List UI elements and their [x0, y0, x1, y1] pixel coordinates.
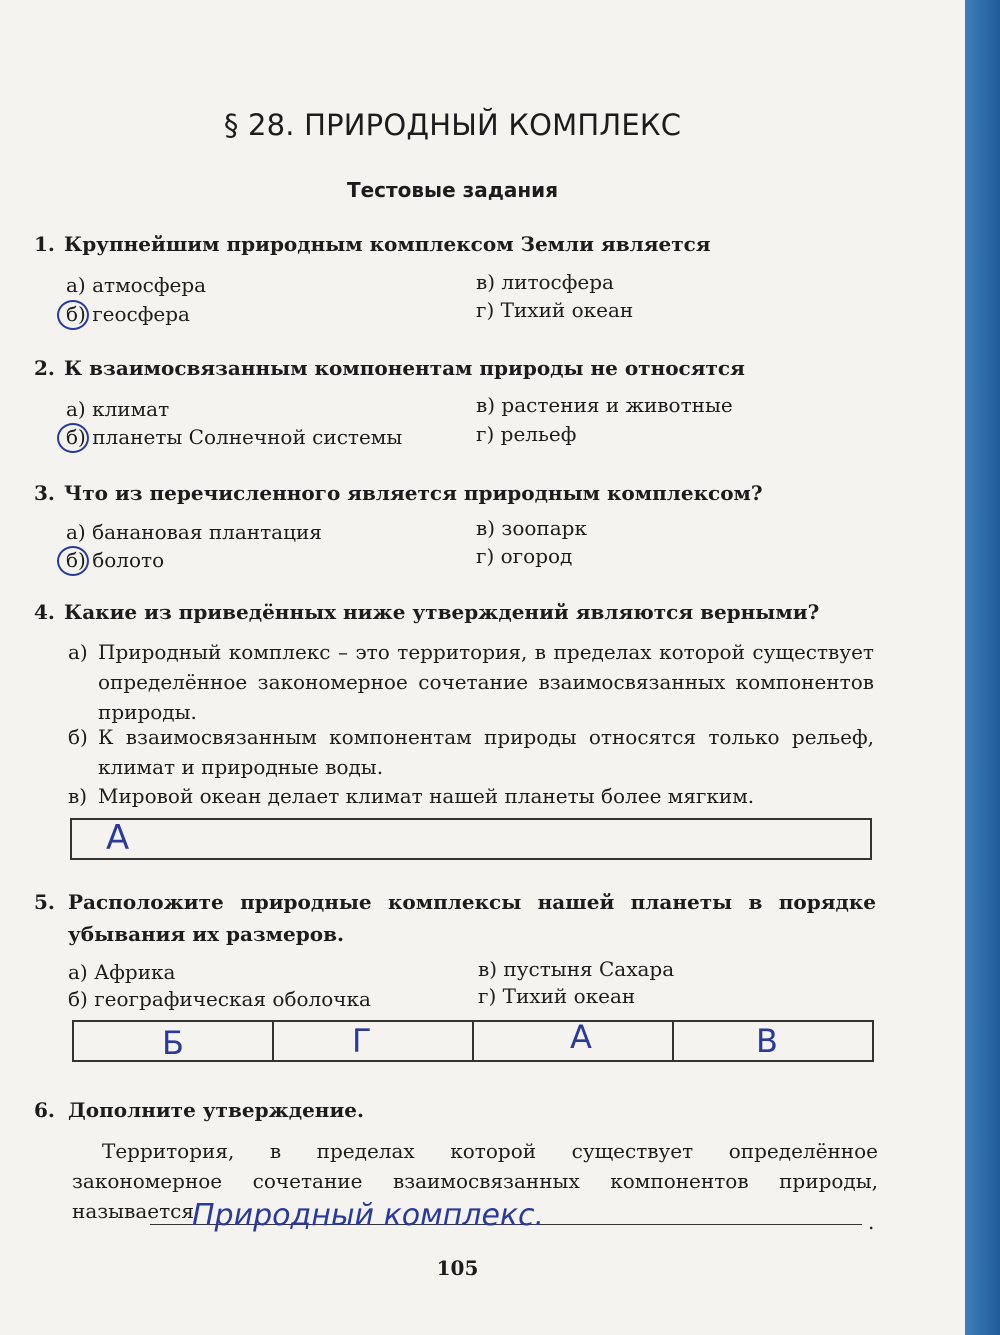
page-title: § 28. ПРИРОДНЫЙ КОМПЛЕКС [223, 108, 682, 142]
q5-answer-cell[interactable] [274, 1022, 474, 1060]
page-number: 105 [436, 1256, 479, 1280]
question-3: 3. Что из перечисленного является природным комплексом? [34, 481, 763, 505]
q5-handwritten-answer: Г [352, 1022, 372, 1060]
q5-option-b: б) географическая оболочка [68, 987, 371, 1011]
question-2: 2. К взаимосвязанным компонентам природы не относятся [34, 356, 745, 380]
q2-answer-circle [57, 423, 89, 453]
question-1: 1. Крупнейшим природным комплексом Земли является [34, 232, 711, 256]
q1-option-b: б) геосфера [66, 302, 190, 326]
q1-option-a: а) атмосфера [66, 273, 207, 297]
q5-answer-cell[interactable] [674, 1022, 872, 1060]
q5-option-a: а) Африка [68, 960, 176, 984]
section-subtitle: Тестовые задания [346, 178, 559, 202]
q6-handwritten-answer: Природный комплекс. [192, 1198, 545, 1233]
q4-handwritten-answer: А [106, 818, 130, 858]
q2-option-b: б) планеты Солнечной системы [66, 425, 403, 449]
q5-answer-cell[interactable] [474, 1018, 674, 1060]
book-spine [965, 0, 1000, 1335]
q3-answer-circle [57, 546, 89, 576]
q5-answer-cell[interactable] [74, 1022, 274, 1060]
q5-answer-grid [72, 1020, 874, 1062]
question-4: 4. Какие из приведённых ниже утверждений являются верными? [34, 600, 820, 624]
q2-option-a: а) климат [66, 397, 170, 421]
q3-option-a: а) банановая плантация [66, 520, 322, 544]
q5-option-v: в) пустыня Сахара [478, 957, 675, 981]
q4-answer-box[interactable] [70, 818, 872, 860]
question-5: 5. Расположите природные комплексы нашей планеты в порядке убывания их размеров. [34, 890, 876, 946]
q4-statement-b: б) К взаимосвязанным компонентам природы относятся только рельеф, климат и природные воды. [68, 725, 874, 779]
q1-option-g: г) Тихий океан [476, 298, 634, 322]
q1-answer-circle [57, 300, 89, 330]
question-6: 6. Дополните утверждение. [34, 1098, 364, 1122]
q5-option-g: г) Тихий океан [478, 984, 636, 1008]
q1-option-v: в) литосфера [476, 270, 614, 294]
q4-statement-v: в) Мировой океан делает климат нашей планеты более мягким. [68, 784, 755, 808]
q2-option-v: в) растения и животные [476, 393, 733, 417]
q5-handwritten-answer: Б [162, 1024, 184, 1062]
q5-handwritten-answer: В [756, 1022, 778, 1060]
q3-option-b: б) болото [66, 548, 165, 572]
q4-statement-a: а) Природный комплекс – это территория, в пределах которой существует определённое закономерное сочетание взаимосвязанных компонентов природы. [68, 640, 874, 724]
q6-end-period: . [868, 1210, 875, 1234]
q2-option-g: г) рельеф [476, 422, 577, 446]
q6-statement: Территория, в пределах которой существует определённое закономерное сочетание взаимосвязанных компонентов природы, называется [72, 1139, 878, 1223]
q3-option-g: г) огород [476, 544, 573, 568]
q3-option-v: в) зоопарк [476, 516, 587, 540]
q5-handwritten-answer: А [570, 1018, 592, 1056]
